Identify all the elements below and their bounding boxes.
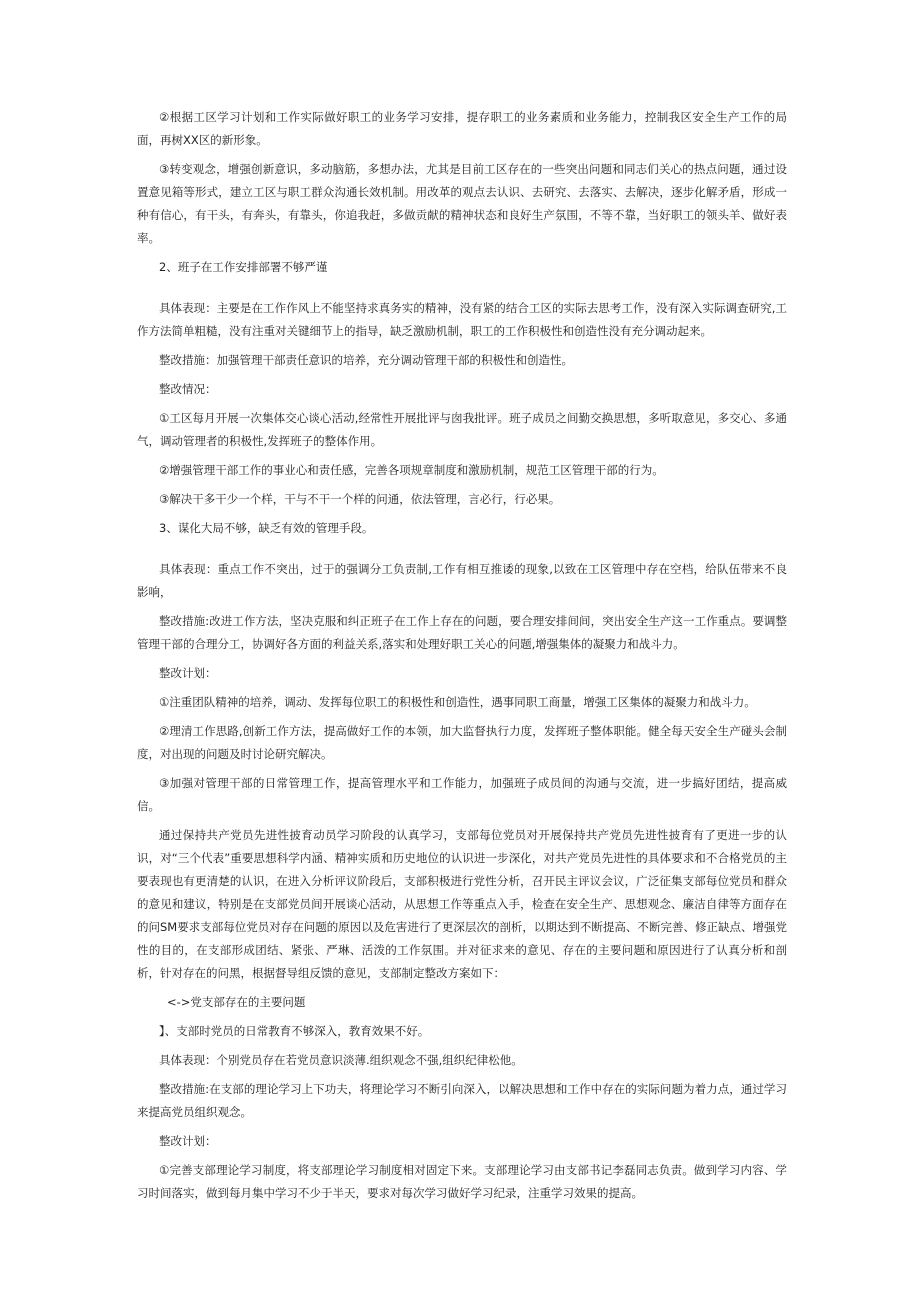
paragraph: 整改措施:改进工作方法，坚决克服和纠正班子在工作上存在的问题，要合理安排间间，突出安全生产这一工作重点。要调整管理干部的合理分工，协调好各方面的利益关系,落实和处理好职工关心的问题,增强集体的凝聚力和战斗力。 [137,614,787,651]
paragraph: 整改计划： [159,666,217,680]
paragraph: ①工区每月开展一次集体交心谈心活动,经常性开展批评与囱我批评。班子成员之间勤交换思想，多听取意见，多交心、多通气，调动管理者的积极性,发挥班子的整体作用。 [137,411,787,448]
paragraph: 整改措施:在支部的理论学习上下功夫，将理论学习不断引向深入，以解决思想和工作中存在的实际问题为着力点，通过学习来提高党员组织观念。 [137,1082,787,1119]
section-heading: 3、谋化大局不够，缺乏有效的管理手段。 [159,521,374,535]
paragraph: 整改措施：加强管理干部责任意识的培养，充分调动管理干部的积极性和创造性。 [159,353,573,367]
document-body [137,106,787,1211]
paragraph: ②增强管理干部工作的事业心和责任感，完善各项规章制度和激励机制，规范工区管理干部的行为。 [159,463,664,477]
paragraph: 具体表现：重点工作不突出，过于的强调分工负责制,工作有相互推诿的现象,以致在工区管理中存在空档，给队伍带来不良影响， [137,562,787,599]
paragraph: 具体表现：主要是在工作作风上不能坚持求真务实的精神，没有紧的结合工区的实际去思考工作，没有深入实际调查研究,工作方法简单粗糙，没有注重对关键细节上的指导，缺乏激励机制，职工的工作积极性和创造性没有充分调动起来。 [137,301,787,338]
paragraph: 具体表现：个别党员存在若党员意识淡薄.组织观念不强,组织纪律松他。 [159,1053,523,1067]
section-heading: <->党支部存在的主要问题 [167,995,306,1009]
paragraph: ②理清工作思路,创新工作方法，提高做好工作的本领，加大监督执行力度，发挥班子整体职能。健全每天安全生产碰头会制度，对出现的问题及时讨论研究解决。 [137,724,787,761]
paragraph: 】、支部时党员的日常教育不够深入，教育效果不好。 [159,1024,430,1038]
paragraph: 通过保持共产党员先进性披育动员学习阶段的认真学习，支部每位党员对开展保持共产党员先进性披育有了更进一步的认识，对“三个代表”重要思想科学内涵、精神实质和历史地位的认识进一步深化，对共产党员先进性的具体要求和不合格党员的主要表现也有更清楚的认识，在进入分析评议阶段后，支部积极进行党性分析，召开民主评议会议，广泛征集支部每位党员和群众的意见和建议，特别是在支部党员间开展谈心活动，从思想工作等重点入手，检查在安全生产、思想观念、廉洁自律等方面存在的问SM要求支部每位党员对存在问题的原因以及危害进行了更深层次的剖析，以期达到不断提高、不断完善、修正缺点、增强党性的目的，在支部形成团结、紧张、严琳、活泼的工作氛围。并对征求来的意见、存在的主要问题和原因进行了认真分析和剖析，针对存在的问黑，根据督导组反馈的意见，支部制定整改方案如下： [137,828,787,980]
section-heading: 2、班子在工作安排部署不够严谨 [159,260,328,274]
paragraph: 整改计划： [159,1134,217,1148]
paragraph: ③解决干多干少一个样，干与不干一个样的问通，依法管理，言必行，行必果。 [159,492,561,506]
paragraph: 整改情况： [159,382,217,396]
paragraph: ①注重团队精神的培养，调动、发挥每位职工的积极性和创造性，遇事同职工商量，增强工区集体的凝聚力和战斗力。 [159,695,756,709]
paragraph: ③加强对管理干部的日常管理工作，提高管理水平和工作能力，加强班子成员间的沟通与交流，进一步搞好团结，提高威信。 [137,776,787,813]
paragraph: ③转变观念，增强创新意识，多动脑筋，多想办法，尤其是目前工区存在的一些突出问题和同志们关心的热点问题，通过设置意见箱等形式，建立工区与职工群众沟通长效机制。用改革的观点去认识、去研究、去落实、去解决，逐步化解矛盾，形成一种有信心，有干头，有奔头，有靠头，你追我赶，多做贡献的精神状态和良好生产氛围，不等不靠，当好职工的领头羊、做好表率。 [137,162,787,245]
paragraph: ②根据工区学习计划和工作实际做好职工的业务学习安排，提存职工的业务素质和业务能力，控制我区安全生产工作的局面，再树XX区的新形象。 [137,110,787,147]
paragraph: ①完善支部理论学习制度，将支部理论学习制度相对固定下来。支部理论学习由支部书记李磊同志负责。做到学习内容、学习时间落实，做到每月集中学习不少于半天，要求对每次学习做好学习纪录，注重学习效果的提高。 [137,1163,787,1200]
